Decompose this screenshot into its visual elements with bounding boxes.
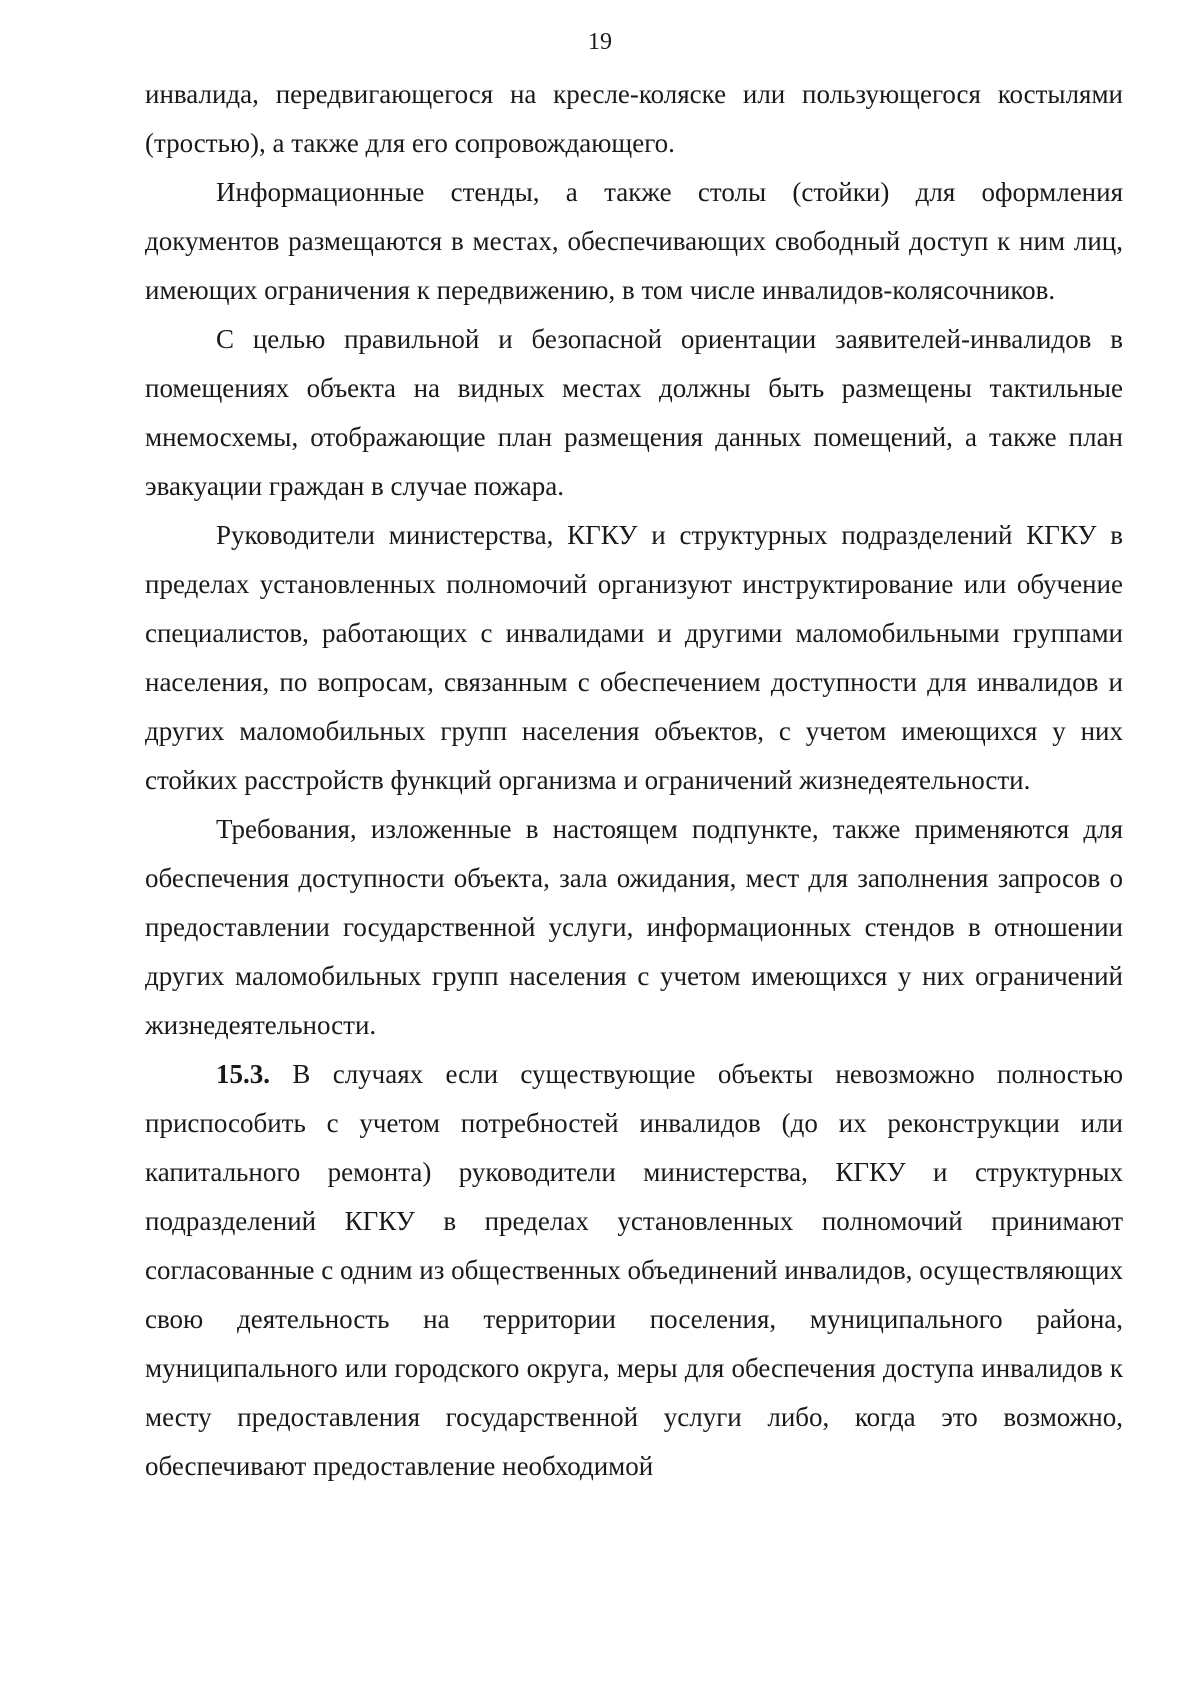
paragraph-training: Руководители министерства, КГКУ и структурных подразделений КГКУ в пределах установленных полномочий организуют инструктирование или обучение специалистов, работающих с инвалидами и другими маломобильными группами населения, по вопросам, связанным с обеспечением доступности для инвалидов и других маломобильных групп населения объектов, с учетом имеющихся у них стойких расстройств функций организма и ограничений жизнедеятельности. (145, 520, 1123, 795)
paragraph-continuation: инвалида, передвигающегося на кресле-коляске или пользующегося костылями (тростью), а также для его сопровождающего. (145, 79, 1123, 158)
paragraph-info-stands: Информационные стенды, а также столы (стойки) для оформления документов размещаются в местах, обеспечивающих свободный доступ к ним лиц, имеющих ограничения к передвижению, в том числе инвалидов-колясочников. (145, 177, 1123, 305)
paragraph-section-15-3 (145, 1050, 1123, 1491)
page-number: 19 (588, 29, 612, 55)
paragraph-orientation: С целью правильной и безопасной ориентации заявителей-инвалидов в помещениях объекта на видных местах должны быть размещены тактильные мнемосхемы, отображающие план размещения данных помещений, а также план эвакуации граждан в случае пожара. (145, 324, 1123, 501)
paragraph-requirements: Требования, изложенные в настоящем подпункте, также применяются для обеспечения доступности объекта, зала ожидания, мест для заполнения запросов о предоставлении государственной услуги, информационных стендов в отношении других маломобильных групп населения с учетом имеющихся у них ограничений жизнедеятельности. (145, 814, 1123, 1040)
section-number: 15.3. (216, 1059, 270, 1089)
document-body (145, 70, 1123, 1491)
section-text: В случаях если существующие объекты невозможно полностью приспособить с учетом потребностей инвалидов (до их реконструкции или капитального ремонта) руководители министерства, КГКУ и структурных подразделений КГКУ в пределах установленных полномочий принимают согласованные с одним из общественных объединений инвалидов, осуществляющих свою деятельность на территории поселения, муниципального района, муниципального или городского округа, меры для обеспечения доступа инвалидов к месту предоставления государственной услуги либо, когда это возможно, обеспечивают предоставление необходимой (145, 1059, 1124, 1481)
